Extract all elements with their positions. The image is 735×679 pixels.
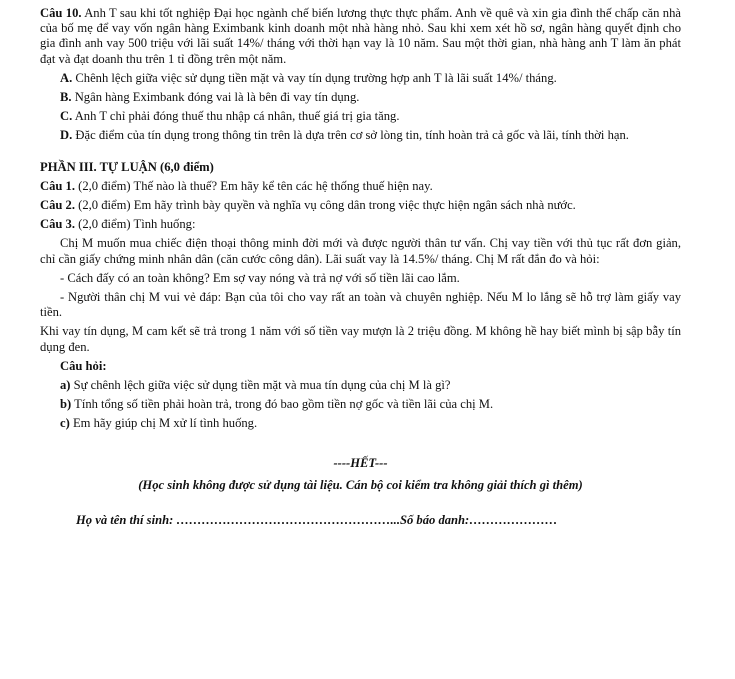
option-a — [40, 71, 681, 86]
question-10 — [40, 6, 681, 67]
option-text: Chênh lệch giữa việc sử dụng tiền mặt và vay tín dụng trường hợp anh T là lãi suất 14%/ tháng. — [72, 70, 557, 85]
section-heading: PHẦN III. TỰ LUẬN (6,0 điểm) — [40, 159, 214, 174]
sub-question-letter: c) — [60, 416, 70, 431]
scenario-paragraph: Khi vay tín dụng, M cam kết sẽ trả trong 1 năm với số tiền vay mượn là 2 triệu đồng. M không hề hay biết mình bị sập bẫy tín dụng đen. — [40, 324, 681, 354]
question-text: Anh T sau khi tốt nghiệp Đại học ngành chế biến lương thực thực phẩm. Anh về quê và xin gia đình thế chấp căn nhà của bố mẹ để vay vốn ngân hàng Eximbank kinh doanh một nhà hàng nhỏ. Sau khi xem xét hồ sơ, ngân hàng quyết định cho gia đình anh vay 500 triệu với lãi suất 14%/ tháng với thời hạn vay là 10 năm. Sau một thời gian, nhà hàng anh T làm ăn phát đạt và đạt doanh thu trên 1 tỉ đồng trên một năm. — [40, 6, 681, 66]
option-text: Anh T chỉ phải đóng thuế thu nhập cá nhân, thuế giá trị gia tăng. — [72, 109, 400, 124]
question-label: Câu 10. — [40, 6, 82, 20]
sub-question-text: Tính tổng số tiền phải hoàn trả, trong đó bao gồm tiền nợ gốc và tiền lãi của chị M. — [71, 397, 494, 412]
question-label: Câu 1. — [40, 178, 75, 193]
sub-question-letter: a) — [60, 378, 71, 393]
questions-label: Câu hỏi: — [60, 358, 107, 373]
exam-note: (Học sinh không được sử dụng tài liệu. Cán bộ coi kiểm tra không giải thích gì thêm) — [138, 477, 583, 492]
option-d — [40, 128, 681, 143]
candidate-name-label: Họ và tên thí sinh: — [76, 513, 177, 528]
end-marker: ----HẾT--- — [333, 455, 388, 470]
candidate-name-blank: ……………………………………………... — [176, 513, 400, 528]
scenario-dialogue: - Cách đấy có an toàn không? Em sợ vay nóng và trả nợ với số tiền lãi cao lắm. — [60, 270, 460, 285]
candidate-number-label: Số báo danh: — [399, 513, 470, 528]
essay-question-2 — [40, 198, 681, 213]
sub-question-b — [40, 397, 681, 412]
option-c — [40, 109, 681, 124]
sub-question-text: Em hãy giúp chị M xử lí tình huống. — [69, 416, 258, 431]
essay-question-3 — [40, 217, 681, 232]
option-letter: D. — [60, 128, 73, 143]
candidate-info-line — [40, 513, 681, 528]
question-text: (2,0 điểm) Tình huống: — [75, 217, 196, 232]
option-text: Ngân hàng Eximbank đóng vai là là bên đi vay tín dụng. — [71, 90, 360, 105]
sub-question-text: Sự chênh lệch giữa việc sử dụng tiền mặt và mua tín dụng của chị M là gì? — [70, 378, 451, 393]
question-text: (2,0 điểm) Thế nào là thuế? Em hãy kể tên các hệ thống thuế hiện nay. — [75, 178, 433, 193]
sub-question-a — [40, 378, 681, 393]
question-text: (2,0 điểm) Em hãy trình bày quyền và nghĩa vụ công dân trong việc thực hiện ngân sách nhà nước. — [75, 198, 576, 213]
option-letter: B. — [60, 90, 72, 105]
scenario-dialogue: - Người thân chị M vui vẻ đáp: Bạn của tôi cho vay rất an toàn và chuyên nghiệp. Nếu M lo lắng sẽ hỗ trợ làm giấy vay tiền. — [40, 290, 681, 320]
candidate-number-blank: ………………… — [469, 513, 558, 528]
option-b — [40, 90, 681, 105]
question-label: Câu 3. — [40, 217, 75, 232]
sub-question-c — [40, 416, 681, 431]
option-text: Đặc điểm của tín dụng trong thông tin trên là dựa trên cơ sở lòng tin, tính hoàn trả cả gốc và lãi, tính thời hạn. — [72, 128, 629, 143]
question-label: Câu 2. — [40, 198, 75, 213]
sub-question-letter: b) — [60, 397, 72, 412]
option-letter: A. — [60, 70, 73, 85]
essay-question-1 — [40, 179, 681, 194]
exam-page — [40, 6, 681, 528]
scenario-paragraph: Chị M muốn mua chiếc điện thoại thông minh đời mới và được người thân tư vấn. Chị vay tiền với thủ tục rất đơn giản, chỉ cần giấy chứng minh nhân dân (căn cước công dân). Lãi suất vay là 14.5%/ tháng. Chị M rất đắn đo và hỏi: — [40, 236, 681, 266]
option-letter: C. — [60, 109, 73, 124]
